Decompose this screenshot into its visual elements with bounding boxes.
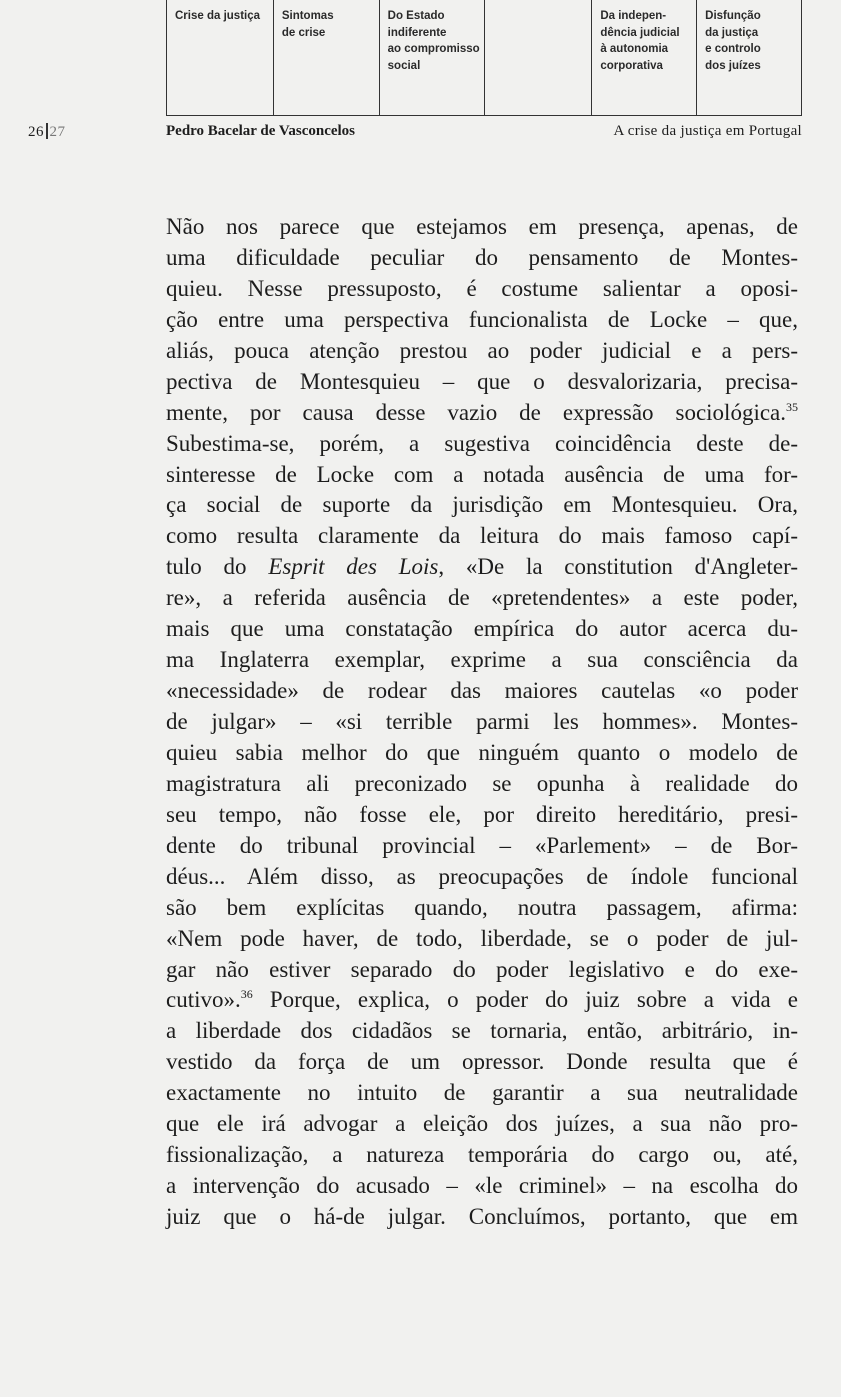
text-line (166, 583, 798, 614)
text-segment: «Nem pode haver, de todo, liberdade, se o poder de jul- (166, 925, 798, 951)
body-text (166, 212, 798, 1233)
text-segment: ção entre uma perspectiva funcionalista de Locke – que, (166, 306, 798, 332)
text-line (166, 645, 798, 676)
text-line (166, 614, 798, 645)
nav-cell-0[interactable]: Crise da justiça (167, 0, 274, 115)
text-line (166, 552, 798, 583)
text-line (166, 429, 798, 460)
text-line (166, 800, 798, 831)
text-segment: são bem explícitas quando, noutra passagem, afirma: (166, 894, 798, 920)
text-line (166, 460, 798, 491)
nav-cell-3[interactable] (485, 0, 592, 115)
text-line (166, 274, 798, 305)
text-line (166, 1202, 798, 1233)
text-line (166, 862, 798, 893)
text-line (166, 1140, 798, 1171)
text-segment: déus... Além disso, as preocupações de índole funcional (166, 863, 798, 889)
text-line (166, 676, 798, 707)
book-title: A crise da justiça em Portugal (613, 123, 802, 139)
text-segment: a liberdade dos cidadãos se tornaria, então, arbitrário, in- (166, 1018, 798, 1044)
text-segment: a intervenção do acusado – «le criminel» – na escolha do (166, 1173, 798, 1199)
text-segment: , «De la constitution d'Angleter- (438, 554, 798, 580)
text-segment: Subestima-se, porém, a sugestiva coincidência deste de- (166, 430, 798, 456)
italic-title: Esprit des Lois (268, 554, 439, 580)
text-segment: re», a referida ausência de «pretendentes» a este poder, (166, 585, 798, 611)
nav-cell-2[interactable]: Do Estado indiferente ao compromisso social (380, 0, 486, 115)
text-segment: vestido da força de um opressor. Donde resulta que é (166, 1049, 798, 1075)
text-line (166, 924, 798, 955)
nav-cell-4[interactable]: Da indepen- dência judicial à autonomia corporativa (592, 0, 697, 115)
text-line (166, 490, 798, 521)
text-line (166, 521, 798, 552)
text-segment: uma dificuldade peculiar do pensamento de Montes- (166, 244, 798, 270)
text-segment: quieu. Nesse pressuposto, é costume salientar a oposi- (166, 275, 798, 301)
text-segment: gar não estiver separado do poder legislativo e do exe- (166, 956, 798, 982)
page-number-left: 26 (28, 124, 44, 140)
page-numbers (28, 123, 66, 141)
author-name: Pedro Bacelar de Vasconcelos (166, 123, 356, 139)
section-navigation-table (166, 0, 802, 116)
text-line (166, 1078, 798, 1109)
text-line (166, 831, 798, 862)
text-line (166, 1109, 798, 1140)
text-line (166, 769, 798, 800)
footnote-marker[interactable]: 35 (786, 399, 798, 414)
text-line (166, 1171, 798, 1202)
text-segment: quieu sabia melhor do que ninguém quanto o modelo de (166, 739, 798, 765)
text-segment: ça social de suporte da jurisdição em Montesquieu. Ora, (166, 492, 798, 518)
text-segment: fissionalização, a natureza temporária do cargo ou, até, (166, 1142, 798, 1168)
text-segment: tulo do (166, 554, 269, 580)
text-line (166, 707, 798, 738)
page-number-right: 27 (49, 124, 66, 140)
footnote-marker[interactable]: 36 (240, 987, 253, 1002)
text-line (166, 985, 798, 1016)
text-line (166, 738, 798, 769)
text-line (166, 1016, 798, 1047)
text-line (166, 212, 798, 243)
nav-cell-5[interactable]: Disfunção da justiça e controlo dos juízes (697, 0, 802, 115)
nav-cell-1[interactable]: Sintomas de crise (274, 0, 380, 115)
text-segment: Porque, explica, o poder do juiz sobre a vida e (252, 987, 798, 1013)
text-segment: Não nos parece que estejamos em presença, apenas, de (166, 214, 798, 239)
text-segment: aliás, pouca atenção prestou ao poder judicial e a pers- (166, 337, 798, 363)
text-segment: «necessidade» de rodear das maiores cautelas «o poder (166, 678, 798, 704)
text-line (166, 1047, 798, 1078)
text-segment: sinteresse de Locke com a notada ausência de uma for- (166, 461, 798, 487)
text-segment: cutivo». (166, 987, 241, 1013)
text-segment: pectiva de Montesquieu – que o desvalorizaria, precisa- (166, 368, 798, 394)
text-line (166, 367, 798, 398)
text-line (166, 336, 798, 367)
text-line (166, 243, 798, 274)
text-line (166, 305, 798, 336)
text-line (166, 955, 798, 986)
text-segment: ma Inglaterra exemplar, exprime a sua consciência da (166, 647, 798, 673)
running-head (28, 123, 802, 143)
text-line (166, 893, 798, 924)
text-segment: seu tempo, não fosse ele, por direito hereditário, presi- (166, 801, 798, 827)
text-segment: dente do tribunal provincial – «Parlement» – de Bor- (166, 832, 798, 858)
text-line (166, 398, 798, 429)
text-segment: juiz que o há-de julgar. Concluímos, portanto, que em (166, 1204, 798, 1229)
text-segment: como resulta claramente da leitura do mais famoso capí- (166, 523, 798, 549)
text-segment: exactamente no intuito de garantir a sua neutralidade (166, 1080, 798, 1106)
text-segment: magistratura ali preconizado se opunha à realidade do (166, 770, 798, 796)
text-segment: de julgar» – «si terrible parmi les hommes». Montes- (166, 709, 798, 734)
text-segment: mais que uma constatação empírica do autor acerca du- (166, 616, 798, 642)
text-segment: que ele irá advogar a eleição dos juízes, a sua não pro- (166, 1111, 798, 1137)
folio-divider (46, 123, 48, 139)
text-segment: mente, por causa desse vazio de expressão sociológica. (166, 399, 786, 425)
